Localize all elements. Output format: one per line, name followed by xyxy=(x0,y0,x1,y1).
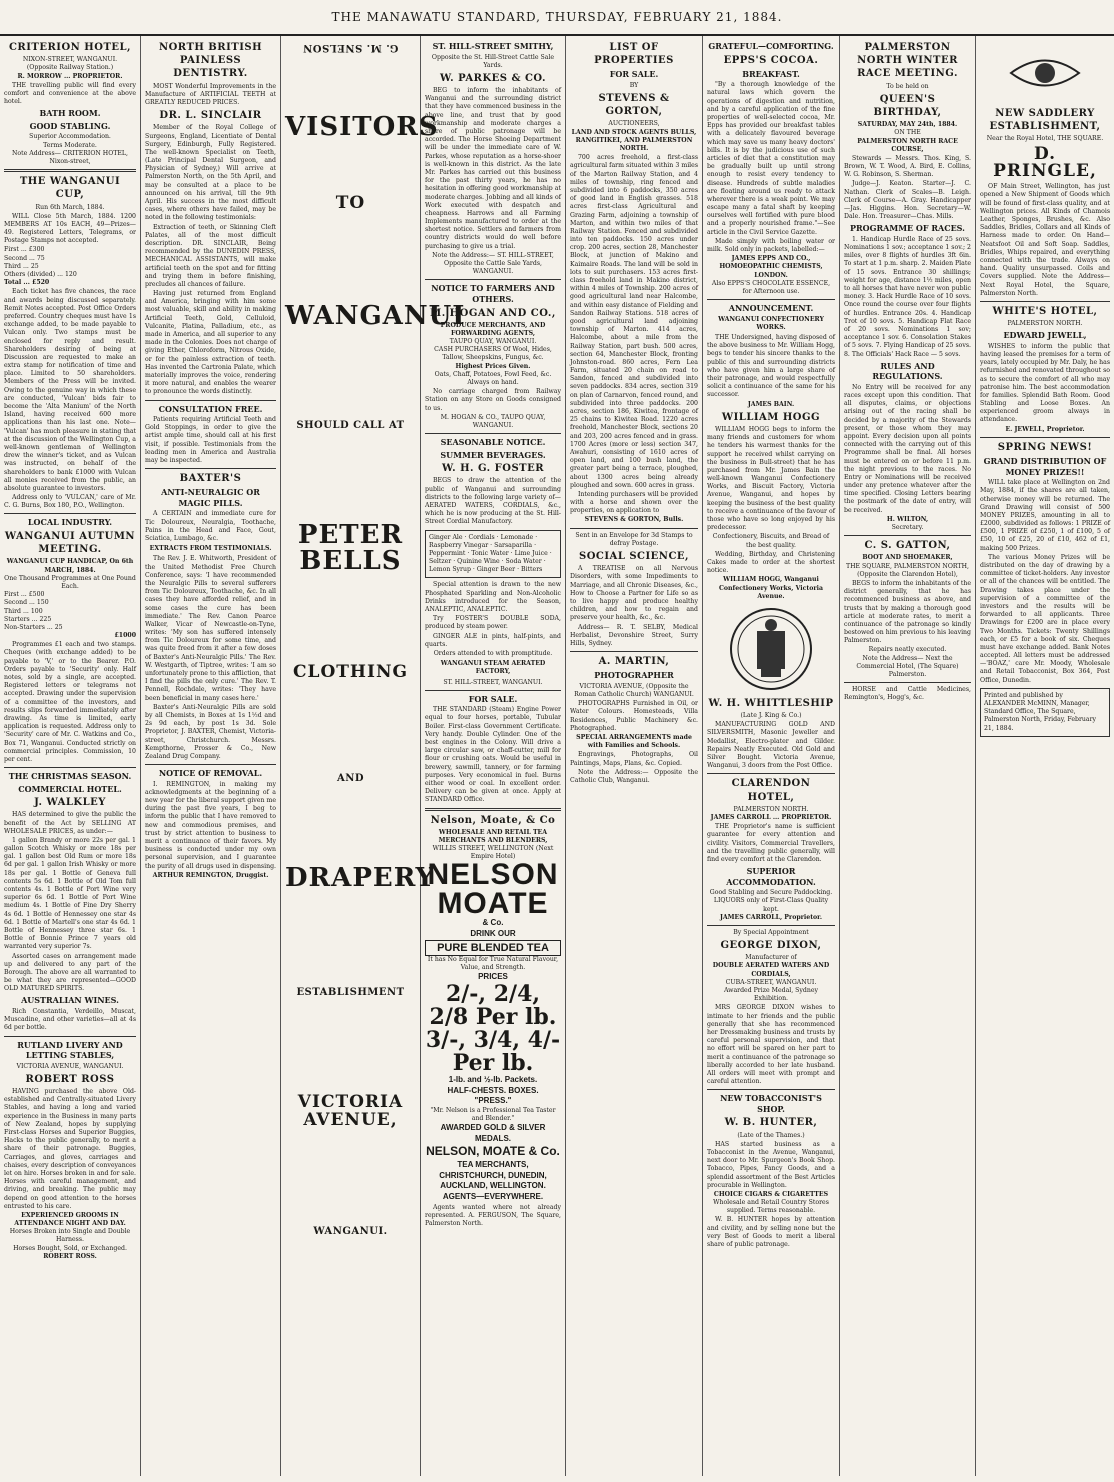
nelson-sub: WHOLESALE AND RETAIL TEA MERCHANTS AND BLENDERS, xyxy=(438,828,548,844)
tea-equal: It has No Equal for True Natural Flavour, Value, and Strength. xyxy=(427,956,559,972)
jewell-body: WISHES to inform the public that having leased the premises for a term of years, lately occupied by Mr. Daly, he has refurnished and renovated throughout so as to secure the comfort of all who may patronise him. The best accommodation for families. Splendid Bath Room. Good Stabling and Loose Boxes. An experienced groom always in attendance. xyxy=(980,342,1111,424)
social-science-address: Address— R. T. SELBY, Medical Herbalist, Devonshire Street, Surry Hills, Sydney. xyxy=(570,623,698,647)
foster-soda: Try FOSTER'S DOUBLE SODA, produced by steam power. xyxy=(425,615,561,631)
hogan-oats: Oats, Chaff, Potatoes, Fowl Feed, &c. Always on hand. xyxy=(434,370,552,387)
saddlery-crest-icon xyxy=(1001,43,1089,103)
cup-heading: THE WANGANUI CUP, xyxy=(19,176,121,201)
autumn-body: One Thousand Programmes at One Pound Each. xyxy=(4,574,136,590)
cup-second: Second ... 75 xyxy=(4,254,45,262)
sinclair-heading: DR. L. SINCLAIR xyxy=(159,110,262,122)
awarded: AWARDED GOLD & SILVER MEDALS. xyxy=(440,1123,546,1143)
race-on-the: ON THE xyxy=(894,129,921,137)
autumn-first: First ... £500 xyxy=(4,591,45,599)
gatton-address: THE SQUARE, PALMERSTON NORTH, (Opposite the Clarendon Hotel), xyxy=(846,562,969,578)
drink-our: DRINK OUR xyxy=(470,929,516,939)
property-lots: 700 acres freehold, a first-class agricultural farm situated within 3 miles of the Marton Railway Station, and 4 miles of township, ring fenced and subdivided into 6 paddocks, 350 acres of good land in English grasses. 518 acres first-class Agricultural and Grazing Farm, adjoining a township of Marton, and within two miles of that Railway Station. Fenced and subdivided into ten paddocks. 150 acres under crop. 200 acres, section 28, Manchester Block, at junction of Makino and Kaimaire Roads. The land will be sold in lots to suit purchasers. 153 acres first-class freehold land in Makino district, within 4 miles of Township. 200 acres of good agricultural land near Halcombe, and within easy distance of Fielding and Sandon Railway Stations. 518 acres of good agricultural land adjoining township of Marton. 414 acres, Halcombe, about a mile from the Railway Station, part bush. 500 acres, section 64, Manchester Block, fronting Johnston-road. 860 acres, Fern Lea Farm, situated 20 chain on road to Sandon, fenced and subdivided into seven paddocks. 834 acres, section 319 on plan of Carnarvon, fenced round, and subdivided into three paddocks. 200 acres, section 186, Kiwitea, frontage of 25 chains to Kiwitea Road. 1220 acres freehold, Manchester Block, sections 20 and 203, 200 acres fenced and in grass. 1700 Acres (more or less) section 347, Awahuri, consisting of 1610 acres of open land, and 100 bush land, the greater part being a terrace, ploughed, about 1300 acres being already ploughed and sown. 600 acres in grass. xyxy=(570,154,698,489)
cup-third: Third ... 25 xyxy=(4,262,39,270)
criterion-note: Note Address— CRITERION HOTEL, Nixon-street, xyxy=(12,149,128,165)
nelson-heading: Nelson, Moate, & Co xyxy=(430,814,556,826)
saddlery-address: Near the Royal Hotel, THE SQUARE. xyxy=(986,135,1104,143)
press-heading: "PRESS." xyxy=(474,1096,512,1106)
columns xyxy=(0,36,1114,1482)
consult-body: Patients requiring Artificial Teeth and Gold Stoppings, in order to give the artist ample time, should call at his first visit, if possible. Testimonials from the leading men in America and Australia may be inspected. xyxy=(145,416,276,464)
martin-address: VICTORIA AVENUE, (Opposite the Roman Catholic Church) WANGANUI. xyxy=(574,682,694,699)
grateful-heading: GRATEFUL—COMFORTING. xyxy=(708,41,834,51)
hogan-cash: CASH PURCHASERS Of Wool, Hides, Tallow, Sheepskins, Fungus, &c. xyxy=(434,346,552,362)
column-3 xyxy=(281,36,466,1476)
grand-body: WILL take place at Wellington on 2nd May, 1884, if the shares are all taken, otherwise money will be returned. The Grand Drawing will consist of 500 MONEY PRIZES, amounting in all to £2000, subdivided as follows: 1 PRIZE of £500, 1 PRIZE of £250, 1 of £100, 5 of £50, 10 of £25, 20 of £10, 462 of £1, making 500 Prizes. xyxy=(980,479,1110,552)
announcement-heading: ANNOUNCEMENT. xyxy=(728,303,814,314)
confectionery-heading: WANGANUI CONFECTIONERY WORKS. xyxy=(718,315,824,331)
hunter-body: HAS started business as a Tobacconist in the Avenue, Wanganui, next door to Mr. Spurgeon's Book Shop. Tobacco, Pipes, Fancy Goods, and a splendid assortment of the Best Articles procurable in Wellington. xyxy=(707,1140,835,1189)
hogan-sub: PRODUCE MERCHANTS, AND FORWARDING AGENTS, xyxy=(440,321,546,337)
dixon-sub: Manufacturer of xyxy=(745,954,797,962)
whittleship-sub: (Late J. King & Co.) xyxy=(740,712,802,720)
rutland-heading: RUTLAND LIVERY AND LETTING STABLES, xyxy=(17,1039,123,1061)
printer-footer: Printed and published by ALEXANDER McMINN, Manager, Standard Office, The Square, Palmerston North, Friday, February 21, 1884. xyxy=(980,688,1110,737)
stevens-signature: STEVENS & GORTON, Bulls. xyxy=(584,516,684,524)
bain-signature: JAMES BAIN. xyxy=(747,400,795,408)
sinclair-body: Member of the Royal College of Surgeons, England, Licentiate of Dental Surgery, Edinburgh, Fully Registered. The well-known Specialist on Teeth, (Late Principal Dental Surgeon, and Physician of Sydney,) Will arrive at Palmerston North, on the 5th April, and may be consulted at a place to be announced on his arrival, till the 9th April. His success in the most difficult cases, where others have failed, may be noted in the following testimonials: xyxy=(145,124,276,222)
dixon-heading: GEORGE DIXON, xyxy=(720,940,822,952)
wanganui-steam-heading: WANGANUI STEAM AERATED FACTORY, xyxy=(440,660,546,676)
criterion-hotel-heading: CRITERION HOTEL, xyxy=(8,42,132,53)
walkley-note: Assorted cases on arrangement made up and delivered to any part of the Borough. The above are all warranted to be what they are represented—GOOD OLD MATURED SPIRITS. xyxy=(4,952,136,993)
ross-horses: Horses Broken into Single and Double Harness. xyxy=(9,1228,131,1244)
gatton-body: BEGS to inform the inhabitants of the district generally, that he has recommenced business as above, and trusts that by making a thorough good article at moderate rates, to merit a continuance of the patronage so kindly bestowed on him previous to his leaving Palmerston. xyxy=(844,579,971,645)
dentist-body: MOST Wonderful Improvements in the Manufacture of ARTIFICIAL TEETH at GREATLY REDUCED PRICES. xyxy=(145,82,276,106)
clarendon-heading: CLARENDON HOTEL, xyxy=(731,778,811,803)
autumn-third: Third ... 100 xyxy=(4,607,43,615)
victoria-avenue-heading: VICTORIA AVENUE, xyxy=(297,1092,404,1131)
foster-grid: Ginger Ale · Cordials · Lemonade · Raspberry Vinegar · Sarsaparilla · Peppermint · Tonic Water · Lime Juice · Seltzer · Quinine Wine · Soda Water · Lemon Syrup · Ginger Beer · Bitters xyxy=(425,530,561,579)
criterion-address: NIXON-STREET, WANGANUI. xyxy=(22,56,118,64)
wilton-signature: H. WILTON, xyxy=(886,515,929,523)
ross-body: HAVING purchased the above Old-established and Centrally-situated Livery Stables, and having a long and varied experience in the Business in many parts of New Zealand, hopes by supplying First-class Horses and Superior Buggies, Hacks to the public generally, to merit a share of their patronage. Buggies, Carriages, and gloves, carriages and chaises, every description of conveyances let on hire. Horses broken in and for sale. Horses with careful management, and driving, and breaking. The public may depend on good attention to the horses entrusted to his care. xyxy=(4,1088,136,1210)
baxter-body: A CERTAIN and immediate cure for Tic Doloureux, Neuralgia, Toothache, Pains in the Head and Face, Gout, Sciatica, Lumbago, &c. xyxy=(145,510,276,543)
martin-body: PHOTOGRAPHS Furnished in Oil, or Water Colours. Homesteads, Villa Residences, Public Machinery &c. Photographed. xyxy=(570,700,698,732)
extracts-heading: EXTRACTS FROM TESTIMONIALS. xyxy=(149,545,272,553)
parkes-heading: W. PARKES & CO. xyxy=(439,72,547,84)
packets: 1-lb. and ½-lb. Packets. xyxy=(448,1075,538,1085)
epps-address: JAMES EPPS AND CO., HOMOEOPATHIC CHEMISTS, LONDON. xyxy=(719,255,823,279)
foster-body: BEGS to draw the attention of the public of Wanganui and surrounding districts to the following large variety of— AERATED WATERS, CORDIALS, &c., which he is now producing at the St. Hill-Street Cordial Manufactory. xyxy=(425,477,561,526)
column-1 xyxy=(0,36,141,1476)
seasonable-heading: SEASONABLE NOTICE. xyxy=(440,437,546,448)
baxter-heading: BAXTER'S xyxy=(179,473,242,485)
carroll-stabling: Good Stabling and Secure Paddocking. xyxy=(709,889,833,897)
hogan-signature: M. HOGAN & CO., TAUPO QUAY, WANGANUI. xyxy=(440,413,546,429)
should-call-heading: SHOULD CALL AT xyxy=(296,420,405,432)
establishment-heading: ESTABLISHMENT xyxy=(296,987,405,999)
hogan-body: No carriage charged from Railway Station on any Store on Goods consigned to us. xyxy=(425,388,561,412)
autumn-second: Second ... 150 xyxy=(4,599,49,607)
race-course: PALMERSTON NORTH RACE COURSE, xyxy=(857,137,958,153)
wanganui-steam-address: ST. HILL-STREET, WANGANUI. xyxy=(443,678,543,686)
wanganui-footer-heading: WANGANUI. xyxy=(313,1226,388,1238)
smithy-heading: ST. HILL-STREET SMITHY, xyxy=(432,41,554,51)
grand-detail: The various Money Prizes will be distributed on the day of drawing by a committee of ticket-holders. Any investor or all of the chances will be entitled. The Drawing takes place under the supervision of a committee of the investors and the results will be forwarded to all applicants. Three Drawings for £200 are in place every Two Months. Tickets: Twenty Shillings each, or £5 for a book of six. Cheques must have exchange added. Bank Notes accepted. All letters must be addressed—'BOAZ,' care Mr. Moody, Wholesale and Retail Tobacconist, Box 364, Post Office, Dunedin. xyxy=(980,553,1110,684)
column-2 xyxy=(141,36,281,1476)
autumn-sub: WANGANUI CUP HANDICAP, On 6th MARCH, 1884. xyxy=(6,558,134,574)
carroll-proprietor: JAMES CARROLL ... PROPRIETOR. xyxy=(710,813,832,821)
autumn-starters: Starters ... 225 xyxy=(4,615,52,623)
foster-orders: Orders attended to with promptitude. xyxy=(433,649,553,657)
whites-heading: WHITE'S HOTEL, xyxy=(992,305,1098,317)
epps-heading: EPPS'S COCOA. xyxy=(723,54,819,66)
wanganui-heading: WANGANUI xyxy=(285,301,466,332)
whittleship-heading: W. H. WHITTLESHIP xyxy=(708,697,834,709)
removal-heading: NOTICE OF REMOVAL. xyxy=(158,768,263,779)
foster-special: Special attention is drawn to the new Phosphated Sparkling and Non-Alcoholic Drinks introduced for the Season, ANALEPTIC, ANALEPTIC. xyxy=(425,581,561,614)
foster-heading: W. H. G. FOSTER xyxy=(441,463,545,475)
engine-body: THE STANDARD (Steam) Engine Power equal to four horses, portable, Tubular Boiler. First-class Government Certificate. Very handy. Double Cylinder. One of the best engines in the Colony. Will drive a large circular saw, or chaff-cutter, mill for flour or crushing oats. Would be useful in brewery, sawmill, tannery, or for farming purposes. Very economical in fuel. Burns either wood or coal. In excellent order. Delivery can be given at once. Apply at STANDARD Office. xyxy=(425,706,561,804)
baxter-sold: Baxter's Anti-Neuralgic Pills are sold by all Chemists, in Boxes at 1s 1½d and 2s 9d each, by post 1s 3d. Sole Proprietor, J. BAXTER, Chemist, Victoria-street, Christchurch. Messrs. Kempthorne, Prosser & Co., New Zealand Drug Company. xyxy=(145,703,276,760)
nelson-address: WILLIS STREET, WELLINGTON (Next Empire Hotel) xyxy=(432,845,554,861)
cup-text: Each ticket has five chances, the race and awards being discussed separately. Remit Notes accepted. Post Office Orders preferred. Country cheques must have 1s exchange added, to be made payable to Vulcan only. Two stamps must be enclosed for reply and result. Shareholders desiring of being at Discussion are requested to make an extra stamp for notification of time and place. Limited to 50 shareholders. Members of the Press will be invited. Owing to the genuine way in which these are conducted, 'Vulcan' bids fair to become the 'Alta Manium' of the North Island, having received 600 more applications than his last one. Note— 'Vulcan' has much pleasure in stating that at the discussion of the Wellington Cup, a well-known gentleman of Wellington drew the winner's ticket, and as Vulcan was instructed, on behalf of the shareholders to bank £1000 with Vulcan all monies received from the public, an absolute guarantee to investors. xyxy=(4,288,136,492)
column-6 xyxy=(703,36,840,1476)
criterion-bath: BATH ROOM. xyxy=(39,108,101,119)
mrs-dixon-body: MRS GEORGE DIXON wishes to intimate to her friends and the public generally that she has recommenced her Dressmaking business and trusts by careful personal supervision, and that no effort will be spared on her part to merit a continuance of the patronage so liberally accorded to her late husband. All orders will meet with prompt and careful attention. xyxy=(707,1004,835,1086)
gatton-heading: C. S. GATTON, xyxy=(864,540,951,552)
prices-label: PRICES xyxy=(478,972,508,982)
clarendon-palmerston: PALMERSTON NORTH. xyxy=(733,805,809,813)
epps-chocolate: Also EPPS'S CHOCOLATE ESSENCE, for Afternoon use. xyxy=(711,279,831,295)
criterion-opposite: (Opposite Railway Station.) xyxy=(26,64,114,72)
epps-body: "By a thorough knowledge of the natural laws which govern the operations of digestion and nutrition, and by a careful application of the fine properties of well-selected cocoa, Mr. Epps has provided our breakfast tables with a delicately flavoured beverage which may save us many heavy doctors' bills. It is by the judicious use of such articles of diet that a constitution may be gradually built up until strong enough to resist every tendency to disease. Hundreds of subtle maladies are floating around us ready to attack wherever there is a weak point. We may escape many a fatal shaft by keeping ourselves well fortified with pure blood and a properly nourished frame."—See article in the Civil Service Gazette. xyxy=(707,81,835,236)
visitors-heading: VISITORS xyxy=(285,112,439,143)
cup-others: Others (divided) ... 120 xyxy=(4,271,77,279)
walkley-body: HAS determined to give the public the benefit of the Act by SELLING AT WHOLESALE PRICES, as under:— xyxy=(4,811,136,835)
extracts-body: The Rev. J. E. Whitworth, President of the United Methodist Free Church Conference, says: 'I have recommended the Neuralgic Pills to several sufferers from Tic Doloureux, Toothache, &c. In all cases they have afforded relief, and in some cases the cure has been immediate.' The Rev. Canon Pearce Walker, Vicar of Newcastle-on-Tyne, writes: 'My son has suffered intensely from Tic Doloureux for some time, and was quite freed from it after a few doses of Baxter's Anti-Neuralgic Pills.' The Rev. W. Westgarth, of Tiptree, writes: 'I am so unfortunately prone to this affliction, that I find the pills the only cure.' The Rev. T. Pennell, Rochdale, writes: 'They have been beneficial in many cases here.' xyxy=(145,555,276,702)
hogan-prices: Highest Prices Given. xyxy=(455,362,531,370)
prices-row-1: 2/-, 2/4, 2/8 Per lb. xyxy=(429,981,557,1031)
palmerston-race-heading: PALMERSTON NORTH WINTER RACE MEETING. xyxy=(857,42,958,80)
properties-heading: LIST OF PROPERTIES xyxy=(594,42,674,67)
autumn-text: Programmes £1 each and two stamps. Cheques (with exchange added) to be payable to 'V,' or to the Bearer. P.O. Orders payable to 'Security' only. Half notes, sold by a single, are accepted. Registered letters or telegrams not accepted. Drawing under the supervision of a committee of the investors, and results slips forwarded immediately after drawing. As time is limited, early application is requested. Address only to 'Security' care of Mr. C. Watkins and Co., Box 71, Wanganui. Conducted strictly on commercial principles. Commission, 10 per cent. xyxy=(4,641,136,763)
martin-special: SPECIAL ARRANGEMENTS made with Families and Schools. xyxy=(576,733,692,750)
for-sale-heading: FOR SALE. xyxy=(468,693,518,704)
cup-total: Total ... £520 xyxy=(4,279,50,287)
ross-grooms: EXPERIENCED GROOMS IN ATTENDANCE NIGHT AND DAY. xyxy=(14,1211,126,1228)
cities: CHRISTCHURCH, DUNEDIN, AUCKLAND, WELLINGTON. xyxy=(439,1170,547,1191)
martin-heading: A. MARTIN, xyxy=(598,656,670,668)
remington-signature: ARTHUR REMINGTON, Druggist. xyxy=(152,871,269,879)
hunter-sub: (Late of the Thames.) xyxy=(737,1131,805,1139)
saddlery-heading: NEW SADDLERY ESTABLISHMENT, xyxy=(989,108,1101,133)
social-science-heading: SOCIAL SCIENCE, xyxy=(578,551,690,563)
nelson-footer: NELSON, MOATE & Co. xyxy=(426,1144,560,1159)
local-industry-heading: LOCAL INDUSTRY. xyxy=(27,517,113,528)
dixon-aerated: DOUBLE AERATED WATERS AND CORDIALS, xyxy=(712,962,830,978)
column-7 xyxy=(840,36,976,1476)
whittleship-body: MANUFACTURING GOLD AND SILVERSMITH, Masonic Jeweller and Medallist, Electro-plater and Gilder. Repairs Neatly Executed. Old Gold and Silver Bought. Victoria Avenue, Wanganui, 3 doors from the Post Office. xyxy=(707,721,835,770)
ross-heading: ROBERT ROSS xyxy=(25,1073,115,1085)
martin-note: Note the Address:— Opposite the Catholic Club, Wanganui. xyxy=(570,768,698,784)
parkes-note: Note the Address:— ST. HILL-STREET, Opposite the Cattle Sale Yards, WANGANUI. xyxy=(432,251,554,276)
intending-purchasers: Intending purchasers will be provided with a horse and shown over the properties, on application to xyxy=(570,490,698,515)
australian-wines-body: Rich Constantia, Verdeillo, Muscat, Muscadine, and other varieties—all at 4s 6d per bottle. xyxy=(4,1008,136,1032)
races-list: 1. Handicap Hurdle Race of 25 sovs. Nominations 1 sov.; acceptance 1 sov.; 2 miles, over 8 flights of hurdles 3ft 6in. To start at 1 p.m. sharp. 2. Maiden Plate of 15 sovs. Entrance 30 shillings; weight for age, distance 1½ miles, open to all horses that have never won public money. 3. Hack Hurdle Race of 10 sovs. Once round the course over four flights of hurdles. Entrance 20s. 4. Handicap Trot of 10 sovs. 5. Handicap Flat Race of 20 sovs. Nominations 1 sov; acceptance 1 sov. 6. Consolation Stakes of 5 sovs. 7. Flying Handicap of 25 sovs. 8. The Officials' Hack Race — 5 sovs. xyxy=(844,235,972,358)
dixon-address: CUBA-STREET, WANGANUI. xyxy=(725,978,817,986)
column-5 xyxy=(566,36,703,1476)
wilton-secretary: Secretary. xyxy=(891,524,924,532)
whites-sub: PALMERSTON NORTH. xyxy=(1007,320,1083,328)
chests: HALF-CHESTS. BOXES. xyxy=(447,1085,539,1095)
cup-first: First ... £300 xyxy=(4,246,45,254)
prices-row-2: 3/-, 3/4, 4/- Per lb. xyxy=(425,1027,561,1077)
peter-bells-heading: PETER BELLS xyxy=(297,520,404,577)
australian-wines-heading: AUSTRALIAN WINES. xyxy=(21,995,119,1006)
race-stewards: Stewards — Messrs. Thos. King, S. Brown, W. T. Wood, A. Bird, E. Collins, W. G. Robinson, S. Sherman. xyxy=(844,154,971,179)
column-4 xyxy=(421,36,566,1476)
queens-birthday: QUEEN'S BIRTHDAY, xyxy=(873,93,942,118)
hunter-heading: W. B. HUNTER, xyxy=(724,1117,818,1129)
programme-heading: PROGRAMME OF RACES. xyxy=(850,223,965,234)
grand-distribution-heading: GRAND DISTRIBUTION OF MONEY PRIZES!! xyxy=(983,456,1107,477)
hunter-cigars: CHOICE CIGARS & CIGARETTES xyxy=(713,1190,829,1198)
drapery-heading: DRAPERY xyxy=(285,863,436,894)
criterion-proprietor: R. MORROW ... PROPRIETOR. xyxy=(17,72,123,80)
stevens-auctioneers: AUCTIONEERS, xyxy=(608,120,660,128)
autumn-heading: WANGANUI AUTUMN MEETING. xyxy=(4,531,136,556)
hogan-heading: M. HOGAN AND CO., xyxy=(430,307,556,319)
rules-body: No Entry will be received for any races except upon this condition. That all disputes, claims, or objections arising out of the racing shall be decided by a majority of the Stewards present, or those whom they may appoint. Every decision upon all points connected with the carrying out of this Programme shall be final. All horses must be entered on or before 11 p.m. the night previous to the races. No Entry or Nominations will be received under any pretence whatever after the time specified. Closing Letters bearing the postmark of the date of entry, will be received. xyxy=(844,383,971,514)
snelson-heading: G. M. SNELSON xyxy=(302,42,399,54)
dentist-heading: NORTH BRITISH PAINLESS DENTISTRY. xyxy=(158,42,263,80)
rules-heading: RULES AND REGULATIONS. xyxy=(872,360,943,382)
hogg-weddings: Wedding, Birthday, and Christening Cakes made to order at the shortest notice. xyxy=(707,550,835,575)
photographer-heading: PHOTOGRAPHER xyxy=(594,670,674,681)
carroll-liquors: LIQUORS only of First-Class Quality kept. xyxy=(713,897,829,913)
walkley-list: 1 gallon Brandy or more 22s per gal. 1 gallon Scotch Whisky or more 18s per gal. 1 gallon best Old Rum or more 18s 6d per gal. 1 gallon Irish Whisky or more 18s per gal. 1 Bottle of Geneva full contents 5s 6d. 1 Bottle of Old Tom full contents 4s. 1 Bottle of Port Wine very superior 6s 6d. 1 Bottle of Port Wine medium 4s. 1 Bottle of Fine Dry Sherry 4s 6d. 1 Bottle of Hennessey one star 4s 6d. 1 Bottle of Martell's one star 4s 6d. 1 Bottle of Hennessey three star 6s. 1 Bottle of Bonnie Prince 7 years old warranted very superior 7s. xyxy=(4,836,136,951)
nelson-logo: NELSON MOATE xyxy=(427,858,559,920)
masthead xyxy=(0,0,1114,36)
hogg-heading: WILLIAM HOGG xyxy=(721,411,821,423)
gatton-repairs: Repairs neatly executed. xyxy=(868,646,947,654)
criterion-stable: GOOD STABLING. xyxy=(29,120,111,131)
and-heading: AND xyxy=(336,773,365,785)
pringle-heading: D. PRINGLE, xyxy=(993,143,1097,182)
press-body: "Mr. Nelson is a Professional Tea Taster and Blender." xyxy=(430,1107,556,1123)
sent-envelope: Sent in an Envelope for 3d Stamps to defray Postage. xyxy=(575,531,693,547)
horse-medicines: HORSE and Cattle Medicines, Remington's, Hogg's, &c. xyxy=(844,686,971,702)
pure-blended-tea: PURE BLENDED TEA xyxy=(425,940,561,957)
baxter-sub: ANTI-NEURALGIC OR MAGIC PILLS. xyxy=(161,487,260,508)
spring-news-heading: SPRING NEWS! xyxy=(997,441,1093,453)
cup-date: Run 6th March, 1884. xyxy=(35,203,105,211)
pringle-body: OF Main Street, Wellington, has just opened a New Shipment of Goods which will be found of first-class quality, and at Wellington prices. All Kinds of Chamois Leather, Sponges, Brushes, &c. Also Saddles, Bridles, Collars and all Kinds of Harness made to order. On Hand—Neatsfoot Oil and Soft Soap. Saddles, Bridles, Whips repaired, and everything connected with the trade. Always on hand. Quality unsurpassed. Coils and Covers supplied. Note the Address—Next Royal Hotel, the Square, Palmerston North. xyxy=(980,183,1110,297)
jewell-heading: EDWARD JEWELL, xyxy=(1003,330,1087,341)
gatton-sub: BOOT AND SHOEMAKER, xyxy=(862,554,953,562)
cup-address: Address only to 'VULCAN,' care of Mr. C. G. Burns, Box 180, P.O., Wellington. xyxy=(4,494,136,510)
martin-engravings: Engravings, Photographs, Oil Paintings, Maps, Plans, &c. Copied. xyxy=(570,751,698,767)
masthead-title: THE MANAWATU STANDARD, THURSDAY, FEBRUARY 21, 1884. xyxy=(331,10,783,24)
nelson-co: & Co. xyxy=(482,918,504,928)
stevens-agents: LAND AND STOCK AGENTS BULLS, RANGITIKEI, AND PALMERSTON NORTH. xyxy=(571,128,697,153)
criterion-terms: Terms Moderate. xyxy=(43,141,97,149)
dixon-award: Awarded Prize Medal, Sydney Exhibition. xyxy=(723,987,819,1003)
hunter-signature: W. B. HUNTER hopes by attention and civility, and by selling none but the very Best of Goods to merit a liberal share of public patronage. xyxy=(707,1216,835,1249)
epps-made: Made simply with boiling water or milk. Sold only in packets, labelled:— xyxy=(707,237,835,254)
autumn-total: £1000 xyxy=(114,632,136,640)
carroll-body: THE Proprietor's name is sufficient guarantee for every attention and civility. Visitors, Commercial Travellers, and the travelling public generally, will find every comfort at the Clarendon. xyxy=(707,823,835,863)
social-science-body: A TREATISE on all Nervous Disorders, with some Impediments to Marriage, and all Chronic Diseases, &c., How to Choose a Partner for Life so as to live happy and produce healthy children, and how to regain and preserve your health, &c., &c. xyxy=(570,565,698,622)
masonic-emblem-icon xyxy=(727,605,815,693)
column-8 xyxy=(976,36,1114,1476)
criterion-body: THE travelling public will find every comfort and convenience at the above hotel. xyxy=(4,81,136,106)
consult-heading: CONSULTATION FREE. xyxy=(158,403,263,414)
properties-for-sale: FOR SALE. xyxy=(609,69,659,80)
summer-heading: SUMMER BEVERAGES. xyxy=(440,449,546,460)
agents-wanted: Agents wanted where not already represented. A. FERGUSON, The Square, Palmerston North. xyxy=(425,1203,561,1227)
carroll-signature: JAMES CARROLL, Proprietor. xyxy=(719,913,823,921)
ross-bought: Horses Bought, Sold, or Exchanged. xyxy=(13,1244,127,1252)
hogan-address: TAUPO QUAY, WANGANUI. xyxy=(449,338,537,346)
bain-body: THE Undersigned, having disposed of the above business to Mr. William Hogg, begs to tender his sincere thanks to the public of this and surrounding districts who have given him a large share of their patronage, and would respectfully solicit a continuance of the same for his successor. xyxy=(707,334,835,399)
ross-signature: ROBERT ROSS. xyxy=(43,1252,97,1260)
stevens-heading: STEVENS & GORTON, xyxy=(598,93,670,118)
parkes-body: BEG to inform the inhabitants of Wanganui and the surrounding district that they have commenced business in the above line, and trust that by good workmanship and moderate charges a share of public patronage will be accorded. The Horse Shoeing Department will be under the immediate care of W. Parkes, whose reputation as a horse-shoer is well-known in this district. As the late Mr. Parkes has carried out this business for the past thirty years, he has no hesitation in offering good workmanship at moderate charges. Jobbing and all kinds of Work executed with despatch and cheapness. Harrows and all Farming Implements manufactured to order at the shortest notice. Settlers and farmers from country districts would do well before purchasing to give us a trial. xyxy=(425,87,561,250)
jewell-signature: E. JEWELL, Proprietor. xyxy=(1005,425,1085,433)
agents: AGENTS—EVERYWHERE. xyxy=(442,1191,544,1201)
tobacco-heading: NEW TOBACCONIST'S SHOP. xyxy=(720,1093,822,1114)
clothing-heading: CLOTHING xyxy=(292,662,408,683)
smithy-sub: Opposite the St. Hill-Street Cattle Sale Yards. xyxy=(431,53,555,69)
tea-merchants: TEA MERCHANTS, xyxy=(457,1160,529,1170)
gatton-note: Note the Address— Next the Commercial Hotel, (The Square) Palmerston. xyxy=(856,654,959,679)
race-officials: Judge—J. Keaton. Starter—J. C. Nathan. Clerk of Scales—B. Leigh. Clerk of Course—A. Gray. Handicapper—Jas. Higgins. Hon. Secretary—W. Dale. Hon. Treasurer—Chas. Mills. xyxy=(844,180,971,221)
sinclair-text: Having just returned from England and America, bringing with him some most valuable, skill and ability in making Artificial Teeth, Gold, Celluloid, Vulcanite, Platina, Palladium, etc., as made in America, and all superior to any made in the Colonies. Does not charge of giving Ether, Chloroform, Nitrous Oxide, or for the painless extraction of teeth. Has invented the Cartronia Palate, which materially improves the voice, rendering it more natural, and enables the wearer to pronounce the words distinctly. xyxy=(145,290,276,396)
dixon-appointment: By Special Appointment xyxy=(733,928,809,936)
notice-heading: NOTICE TO FARMERS AND OTHERS. xyxy=(431,283,555,304)
christmas-heading: THE CHRISTMAS SEASON. xyxy=(8,771,132,782)
removal-body: I. REMINGTON, in making my acknowledgments at the beginning of a new year for the liberal support given me during the past five years, I beg to inform the public that I have removed to new and commodious premises, and trust by strict attention to business to merit a continuance of their favors. My business is conducted under my own personal supervision, and I guarantee the purity of all drugs used in dispensing. xyxy=(145,780,277,870)
commercial-heading: COMMERCIAL HOTEL. xyxy=(18,783,122,794)
hunter-store: Wholesale and Retail Country Stores supplied. Terms reasonable. xyxy=(713,1199,829,1215)
superior-accommodation: SUPERIOR ACCOMMODATION. xyxy=(726,866,816,887)
autumn-non: Non-Starters ... 25 xyxy=(4,623,63,631)
sinclair-ref: Extraction of teeth, or Skinning Cleft Palates, all of the most difficult description. DR. SINCLAIR, Being recommended by the DUNEDIN PRESS, MECHANICAL ASSISTANTS, will make artificial teeth on the spot and for fitting and trying them in before finishing, precludes all chances of failure. xyxy=(145,223,276,288)
to-be-held: To be held on xyxy=(886,82,929,90)
foster-ginger: GINGER ALE in pints, half-pints, and quarts. xyxy=(425,632,561,648)
hogg-signature: WILLIAM HOGG, Wanganui Confectionery Works, Victoria Avenue. xyxy=(718,576,824,600)
hogg-items: Confectionery, Biscuits, and Bread of the best quality. xyxy=(712,533,830,549)
breakfast-heading: BREAKFAST. xyxy=(742,68,800,79)
properties-by: BY xyxy=(629,81,639,89)
cup-body: WILL Close 5th March, 1884. 1200 MEMBERS AT 10s EACH, 49—Prizes—49. Registered Letters, Telegrams, or Postage Stamps not accepted. xyxy=(4,212,136,245)
to-heading: TO xyxy=(335,193,366,214)
race-date: SATURDAY, MAY 24th, 1884. xyxy=(857,121,958,129)
rutland-address: VICTORIA AVENUE, WANGANUI. xyxy=(16,1062,124,1070)
walkley-heading: J. WALKLEY xyxy=(34,797,106,809)
criterion-accom: Superior Accommodation. xyxy=(29,133,111,141)
hogg-body: WILLIAM HOGG begs to inform the many friends and customers for whom he tenders his warmest thanks for the support he received whilst carrying on the business in Bull-street) that he has purchased from Mr. James Bain the well-known Wanganui Confectionery Works, and Biscuit Factory, Victoria Avenue, Wanganui, and hopes by keeping the business of the best quality to receive a continuance of the favour of those who have so long enjoyed by his predecessor. xyxy=(707,425,835,532)
